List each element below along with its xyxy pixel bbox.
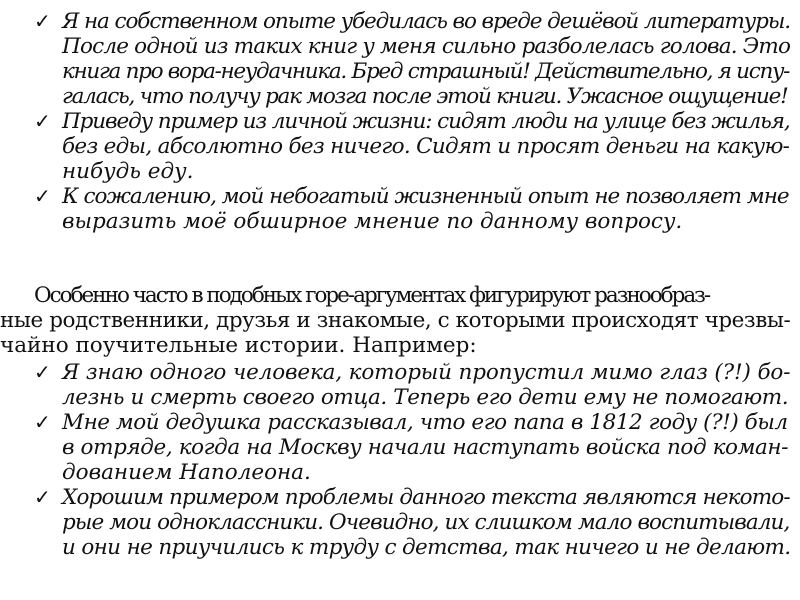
text-line: чайно поучительные истории. Например:: [0, 333, 477, 358]
text-line: и они не приучились к труду с детства, так ничего и не делают.: [62, 535, 791, 560]
checkmark-icon: ✓: [34, 485, 51, 509]
text-line: ные родственники, друзья и знакомые, с которыми происходят чрезвы-: [0, 308, 791, 333]
example-text: [62, 109, 790, 184]
text-line: После одной из таких книг у меня сильно разболелась голова. Это: [62, 34, 791, 59]
example-text: [62, 410, 790, 485]
text-line: Приведу пример из личной жизни: сидят люди на улице без жилья,: [62, 109, 790, 134]
checkmark-icon: ✓: [34, 109, 51, 133]
text-line: рые мои одноклассники. Очевидно, их слишком мало воспитывали,: [62, 510, 790, 535]
example-text: [62, 360, 790, 410]
text-line: Мне мой дедушка рассказывал, что его папа в 1812 году (?!) был: [62, 410, 788, 435]
text-line: Я на собственном опыте убедилась во вреде дешёвой литературы.: [62, 9, 790, 34]
text-line: Особенно часто в подобных горе-аргументах фигурируют разнообраз-: [34, 283, 710, 308]
body-paragraph: [0, 283, 790, 358]
text-line: в отряде, когда на Москву начали наступать войска под коман-: [62, 435, 789, 460]
text-line: К сожалению, мой небогатый жизненный опыт не позволяет мне: [62, 184, 789, 209]
example-item: [0, 410, 800, 485]
checkmark-icon: ✓: [34, 9, 51, 33]
text-line: без еды, абсолютно без ничего. Сидят и просят деньги на какую-: [62, 134, 790, 159]
example-item: [0, 184, 800, 234]
example-item: [0, 360, 800, 410]
examples-list-bottom: [0, 360, 800, 560]
text-line: книга про вора-неудачника. Бред страшный! Действительно, я испу-: [62, 59, 790, 84]
text-line: нибудь еду.: [62, 159, 194, 184]
text-line: Я знаю одного человека, который пропустил мимо глаз (?!) бо-: [62, 360, 791, 385]
text-line: лезнь и смерть своего отца. Теперь его дети ему не помогают.: [62, 385, 789, 410]
example-text: [62, 184, 790, 234]
checkmark-icon: ✓: [34, 360, 51, 384]
example-text: [62, 9, 790, 109]
text-line: галась, что получу рак мозга после этой книги. Ужасное ощущение!: [62, 84, 788, 109]
checkmark-icon: ✓: [34, 410, 51, 434]
example-item: [0, 9, 800, 109]
text-line: Хорошим примером проблемы данного текста являются некото-: [62, 485, 790, 510]
example-item: [0, 109, 800, 184]
example-item: [0, 485, 800, 560]
text-line: выразить моё обширное мнение по данному вопросу.: [62, 209, 683, 234]
example-text: [62, 485, 790, 560]
examples-list-top: [0, 9, 800, 234]
text-line: дованием Наполеона.: [62, 460, 311, 485]
checkmark-icon: ✓: [34, 184, 51, 208]
